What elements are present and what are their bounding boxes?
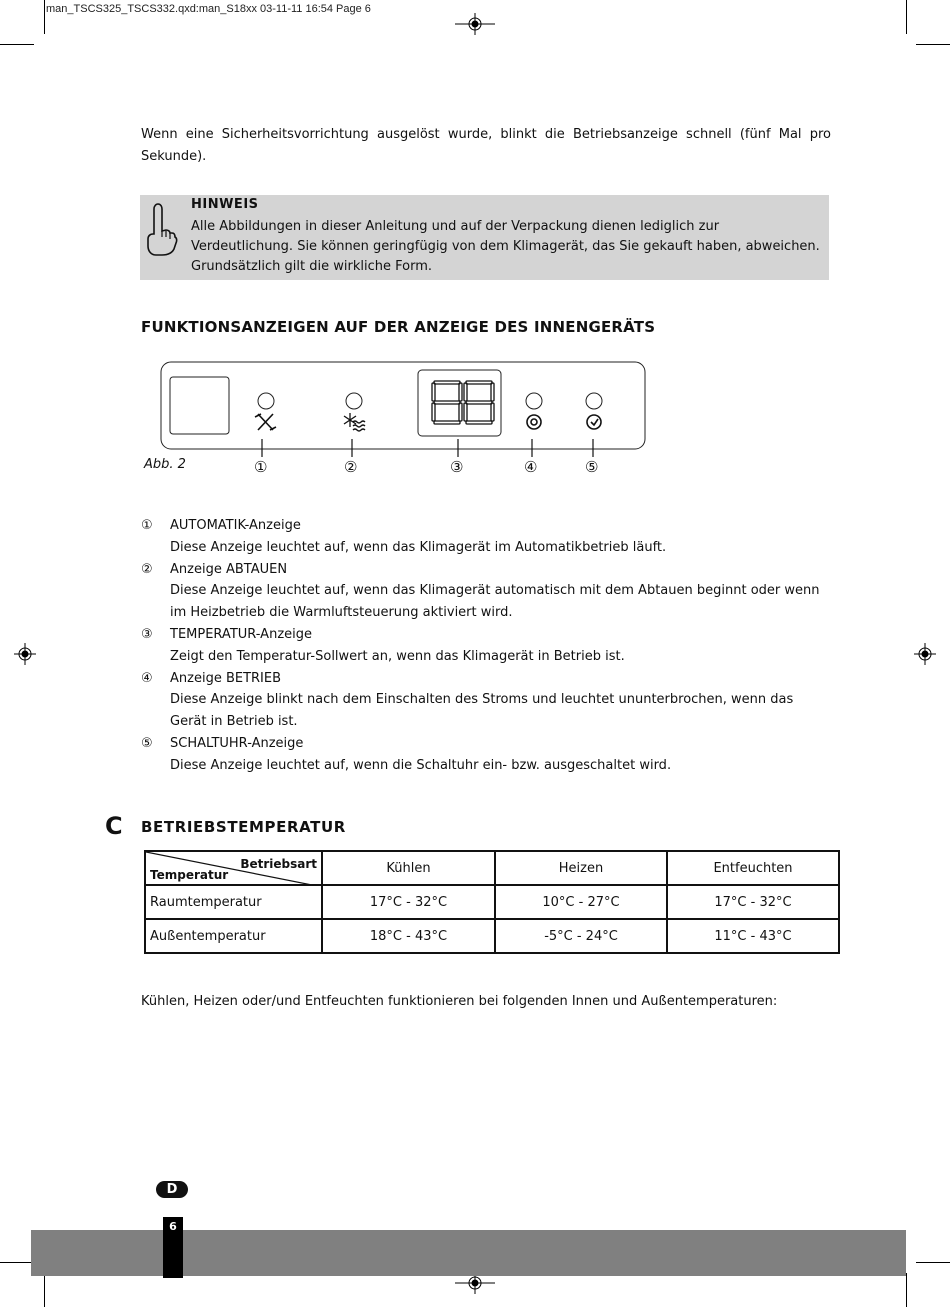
list-item [141, 559, 833, 624]
table-header-row [145, 851, 839, 885]
crop-mark [916, 44, 950, 45]
operating-temperature-table [144, 850, 840, 954]
table-cell: 17°C - 32°C [667, 885, 839, 919]
section-heading-funktionsanzeigen: FUNKTIONSANZEIGEN AUF DER ANZEIGE DES INNENGERÄTS [141, 318, 656, 336]
print-slug-line: man_TSCS325_TSCS332.qxd:man_S18xx 03-11-11 16:54 Page 6 [46, 3, 371, 15]
table-row [145, 885, 839, 919]
crop-mark [0, 1262, 34, 1263]
item-description: Zeigt den Temperatur-Sollwert an, wenn das Klimagerät in Betrieb ist. [170, 648, 625, 664]
item-title: Anzeige ABTAUEN [170, 561, 288, 577]
table-row [145, 919, 839, 953]
column-header: Kühlen [322, 851, 495, 885]
list-item [141, 733, 833, 777]
table-cell: -5°C - 24°C [495, 919, 667, 953]
item-title: AUTOMATIK-Anzeige [170, 518, 301, 533]
figure-caption: Abb. 2 [144, 457, 186, 472]
table-cell: 17°C - 32°C [322, 885, 495, 919]
item-description: Diese Anzeige leuchtet auf, wenn das Klimagerät automatisch mit dem Abtauen beginnt oder wenn im Heizbetrieb die Warmluftsteuerung aktiviert wird. [170, 583, 820, 621]
crop-mark [44, 0, 45, 34]
item-description: Diese Anzeige leuchtet auf, wenn das Klimagerät im Automatikbetrieb läuft. [170, 539, 667, 555]
item-number: ④ [141, 670, 153, 686]
table-cell: 18°C - 43°C [322, 919, 495, 953]
column-header: Entfeuchten [667, 851, 839, 885]
callout-2: ② [344, 458, 358, 476]
section-heading-betriebstemperatur: BETRIEBSTEMPERATUR [141, 818, 346, 836]
table-cell: 11°C - 43°C [667, 919, 839, 953]
item-description: Diese Anzeige leuchtet auf, wenn die Schaltuhr ein- bzw. ausgeschaltet wird. [170, 757, 672, 773]
crop-mark [44, 1273, 45, 1307]
section-letter: C [105, 812, 123, 840]
row-label: Außentemperatur [145, 919, 322, 953]
note-box [140, 195, 829, 280]
defrost-icon [344, 413, 365, 431]
corner-label-betriebsart: Betriebsart [240, 857, 317, 871]
seven-segment-display [432, 381, 494, 424]
timer-icon [587, 415, 601, 429]
crop-mark [0, 44, 34, 45]
corner-label-temperatur: Temperatur [150, 868, 229, 882]
note-body: Alle Abbildungen in dieser Anleitung und auf der Verpackung dienen lediglich zur Verdeutlichung. Sie können geringfügig von dem Klimagerät, das Sie gekauft haben, abweichen. Grundsätzlich gilt die wirkliche Form. [191, 219, 820, 274]
item-number: ② [141, 561, 153, 577]
pointing-hand-icon [144, 201, 178, 257]
table-corner-cell [145, 851, 322, 885]
list-item [141, 624, 833, 668]
callout-1: ① [254, 458, 268, 476]
callout-4: ④ [524, 458, 538, 476]
item-number: ③ [141, 626, 153, 642]
note-title: HINWEIS [191, 197, 259, 212]
automatik-icon [255, 414, 276, 430]
operation-icon [527, 415, 541, 429]
list-item [141, 515, 833, 559]
crop-mark [906, 1273, 907, 1307]
indicator-list [141, 515, 833, 777]
row-label: Raumtemperatur [145, 885, 322, 919]
item-title: SCHALTUHR-Anzeige [170, 735, 304, 751]
crop-mark [906, 0, 907, 34]
table-cell: 10°C - 27°C [495, 885, 667, 919]
registration-mark-icon [14, 643, 36, 665]
intro-paragraph: Wenn eine Sicherheitsvorrichtung ausgelöst wurde, blinkt die Betriebsanzeige schnell (fünf Mal pro Sekunde). [141, 127, 831, 164]
list-item [141, 668, 833, 733]
item-number: ⑤ [141, 735, 153, 751]
crop-mark [916, 1262, 950, 1263]
item-description: Diese Anzeige blinkt nach dem Einschalten des Stroms und leuchtet ununterbrochen, wenn das Gerät in Betrieb ist. [170, 692, 794, 730]
item-title: TEMPERATUR-Anzeige [170, 626, 312, 642]
language-badge: D [156, 1181, 188, 1198]
item-number: ① [141, 518, 153, 533]
item-title: Anzeige BETRIEB [170, 670, 282, 686]
column-header: Heizen [495, 851, 667, 885]
registration-mark-icon [455, 13, 495, 35]
page-number: 6 [163, 1217, 183, 1278]
bottom-paragraph: Kühlen, Heizen oder/und Entfeuchten funktionieren bei folgenden Innen und Außentemperaturen: [141, 994, 778, 1009]
registration-mark-icon [914, 643, 936, 665]
callout-5: ⑤ [585, 458, 599, 476]
callout-3: ③ [450, 458, 464, 476]
